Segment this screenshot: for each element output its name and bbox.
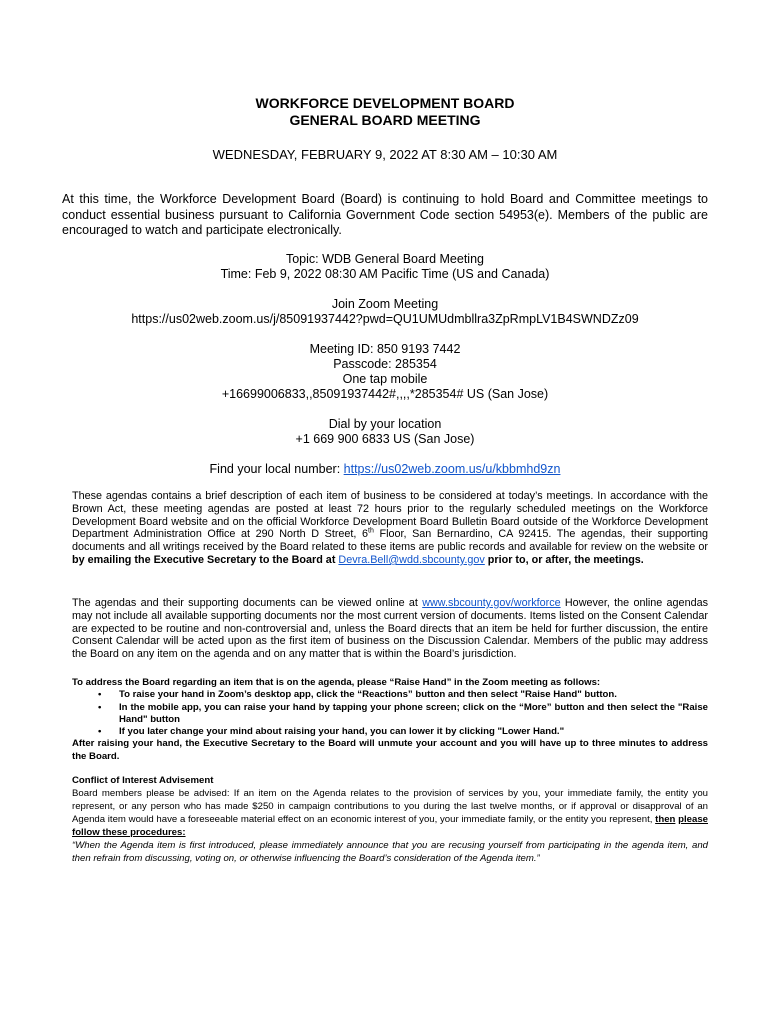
find-number-label: Find your local number: <box>209 462 344 476</box>
zoom-dial-label: Dial by your location <box>328 417 442 431</box>
conflict-then: then <box>655 814 676 825</box>
zoom-find-number <box>0 462 770 477</box>
workforce-website-link[interactable]: www.sbcounty.gov/workforce <box>422 597 561 609</box>
zoom-topic: Topic: WDB General Board Meeting <box>285 252 484 266</box>
list-item <box>72 726 708 738</box>
ordinal-suffix: th <box>368 527 374 535</box>
list-item <box>72 702 708 727</box>
conflict-follow: please follow these procedures: <box>72 814 708 838</box>
agenda-text-2: Floor, San Bernardino, CA 92415. The agendas, their supporting documents and all writings received by the Board related to these items are public records and available for review on the website or <box>72 528 708 554</box>
raise-hand-section <box>72 677 708 763</box>
list-item-text: In the mobile app, you can raise your hand by tapping your phone screen; click on the “More” button and then select the "Raise Hand" button <box>119 701 708 725</box>
board-title: WORKFORCE DEVELOPMENT BOARD <box>255 95 515 111</box>
zoom-join-url: https://us02web.zoom.us/j/85091937442?pwd=QU1UMUdmbllra3ZpRmpLV1B4SWNDZz09 <box>131 312 639 326</box>
bullet-icon: • <box>98 701 102 713</box>
zoom-one-tap-label: One tap mobile <box>342 372 428 386</box>
agenda-text-1: These agendas contains a brief description of each item of business to be considered at today’s meetings. In accordance with the Brown Act, these meeting agendas are posted at least 72 hours prior to the regularly scheduled meetings on the Workforce Development Board website and on the official Workforce Development Board Bulletin Board outside of the Workforce Development Department Administration Office at 290 North D Street, 6 <box>72 490 708 541</box>
zoom-time: Time: Feb 9, 2022 08:30 AM Pacific Time (US and Canada) <box>220 267 550 281</box>
online-text-1: The agendas and their supporting documents can be viewed online at <box>72 597 423 609</box>
list-item-text: If you later change your mind about raising your hand, you can lower it by clicking "Lower Hand." <box>119 726 565 738</box>
list-item <box>72 689 708 701</box>
zoom-one-tap-number: +16699006833,,85091937442#,,,,*285354# US (San Jose) <box>221 387 549 401</box>
bullet-icon: • <box>98 726 102 738</box>
raise-hand-after: After raising your hand, the Executive Secretary to the Board will unmute your account and you will have up to three minutes to address the Board. <box>72 738 708 762</box>
zoom-meeting-id: Meeting ID: 850 9193 7442 <box>309 342 461 356</box>
online-agenda-paragraph <box>72 597 708 661</box>
agenda-email-text-2: prior to, or after, the meetings. <box>484 553 644 566</box>
intro-paragraph: At this time, the Workforce Development Board (Board) is continuing to hold Board and Committee meetings to conduct essential business pursuant to California Government Code section 54953(e). Members of the public are encouraged to watch and participate electronically. <box>62 192 708 237</box>
bullet-icon: • <box>98 689 102 701</box>
conflict-body: Board members please be advised: If an item on the Agenda relates to the provision of services by you, your immediate family, the entity you represent, or any person who has made $250 in campaign contributions to you during the last twelve months, or if approval or disapproval of an Agenda item would have a foreseeable material effect on an economic interest of you, your immediate family, or the entity you represent, <box>72 788 708 825</box>
raise-hand-list <box>72 689 708 738</box>
agenda-paragraph <box>72 490 708 567</box>
conflict-heading: Conflict of Interest Advisement <box>72 775 214 786</box>
conflict-text <box>72 787 708 839</box>
raise-hand-intro: To address the Board regarding an item that is on the agenda, please “Raise Hand” in the Zoom meeting as follows: <box>72 677 601 688</box>
meeting-date: WEDNESDAY, FEBRUARY 9, 2022 AT 8:30 AM – 10:30 AM <box>212 147 558 162</box>
find-number-link[interactable]: https://us02web.zoom.us/u/kbbmhd9zn <box>343 462 561 476</box>
agenda-email-text: by emailing the Executive Secretary to the Board at <box>72 553 339 566</box>
zoom-join-label: Join Zoom Meeting <box>331 297 439 311</box>
online-text-2: However, the online agendas may not include all available supporting documents nor the most current version of documents. Items listed on the Consent Calendar are expected to be routine and non-controversial and, unless the Board directs that an item be held for further discussion, the entire Consent Calendar will be acted upon as the first item of business on the Discussion Calendar. Members of the public may address the Board on any item on the agenda and on any matter that is within the Board’s jurisdiction. <box>72 597 708 661</box>
secretary-email-link[interactable]: Devra.Bell@wdd.sbcounty.gov <box>338 553 485 566</box>
conflict-quote: “When the Agenda item is first introduced, please immediately announce that you are recusing yourself from participating in the agenda item, and then refrain from discussing, voting on, or otherwise influencing the Board’s consideration of the Agenda item.” <box>72 840 708 864</box>
conflict-section <box>72 774 708 865</box>
list-item-text: To raise your hand in Zoom’s desktop app, click the “Reactions” button and then select "Raise Hand" button. <box>119 689 617 701</box>
meeting-title: GENERAL BOARD MEETING <box>289 112 481 128</box>
zoom-dial-number: +1 669 900 6833 US (San Jose) <box>295 432 475 446</box>
zoom-passcode: Passcode: 285354 <box>333 357 437 371</box>
